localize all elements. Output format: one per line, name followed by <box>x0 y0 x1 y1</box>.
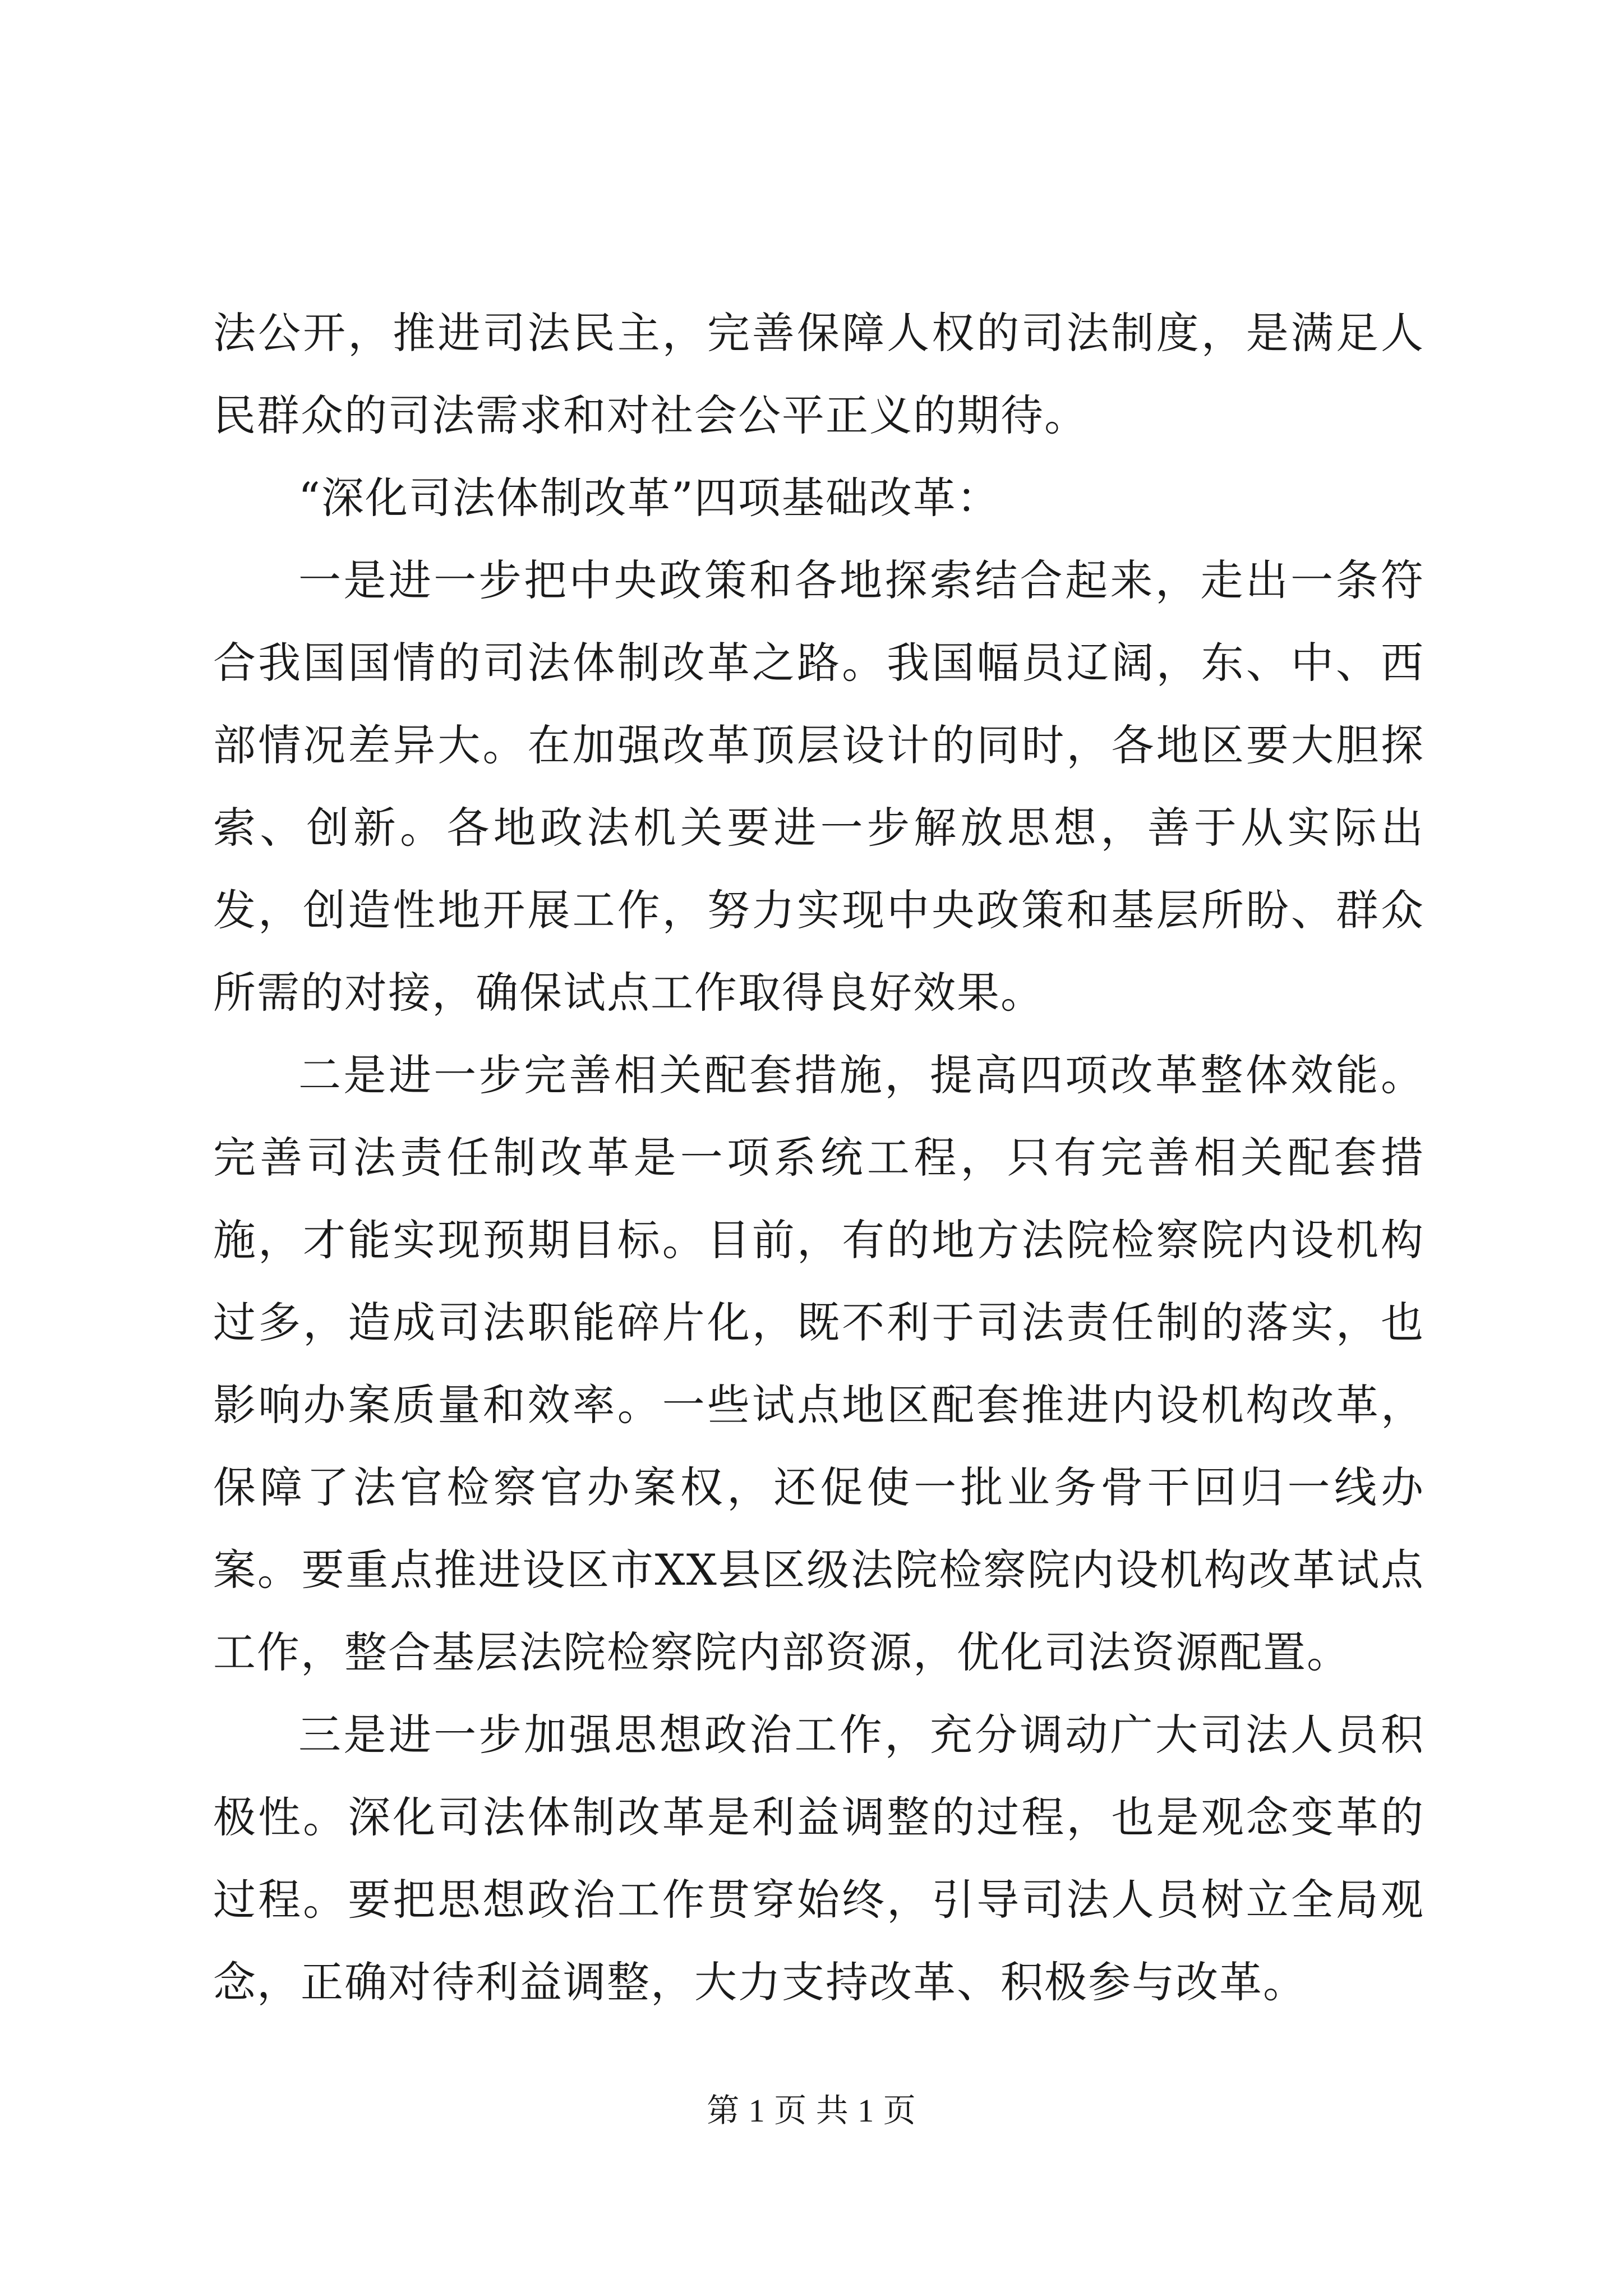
paragraph-point-one: 一是进一步把中央政策和各地探索结合起来，走出一条符合我国国情的司法体制改革之路。我国幅员辽阔，东、中、西部情况差异大。在加强改革顶层设计的同时，各地区要大胆探索、创新。各地政法机关要进一步解放思想，善于从实际出发，创造性地开展工作，努力实现中央政策和基层所盼、群众所需的对接，确保试点工作取得良好效果。 <box>213 555 1424 1018</box>
paragraph-point-two: 二是进一步完善相关配套措施，提高四项改革整体效能。完善司法责任制改革是一项系统工程，只有完善相关配套措施，才能实现预期目标。目前，有的地方法院检察院内设机构过多，造成司法职能碎片化，既不利于司法责任制的落实，也影响办案质量和效率。一些试点地区配套推进内设机构改革，保障了法官检察官办案权，还促使一批业务骨干回归一线办案。要重点推进设区市XX县区级法院检察院内设机构改革试点工作，整合基层法院检察院内部资源，优化司法资源配置。 <box>213 1050 1424 1677</box>
paragraph-heading: “深化司法体制改革”四项基础改革： <box>298 473 1000 523</box>
page-number-footer: 第 1 页 共 1 页 <box>707 2092 916 2129</box>
paragraph-continuation: 法公开，推进司法民主，完善保障人权的司法制度，是满足人民群众的司法需求和对社会公平正义的期待。 <box>213 308 1424 440</box>
paragraph-point-three: 三是进一步加强思想政治工作，充分调动广大司法人员积极性。深化司法体制改革是利益调整的过程，也是观念变革的过程。要把思想政治工作贯穿始终，引导司法人员树立全局观念，正确对待利益调整，大力支持改革、积极参与改革。 <box>213 1710 1424 2007</box>
document-body <box>213 292 1424 2023</box>
